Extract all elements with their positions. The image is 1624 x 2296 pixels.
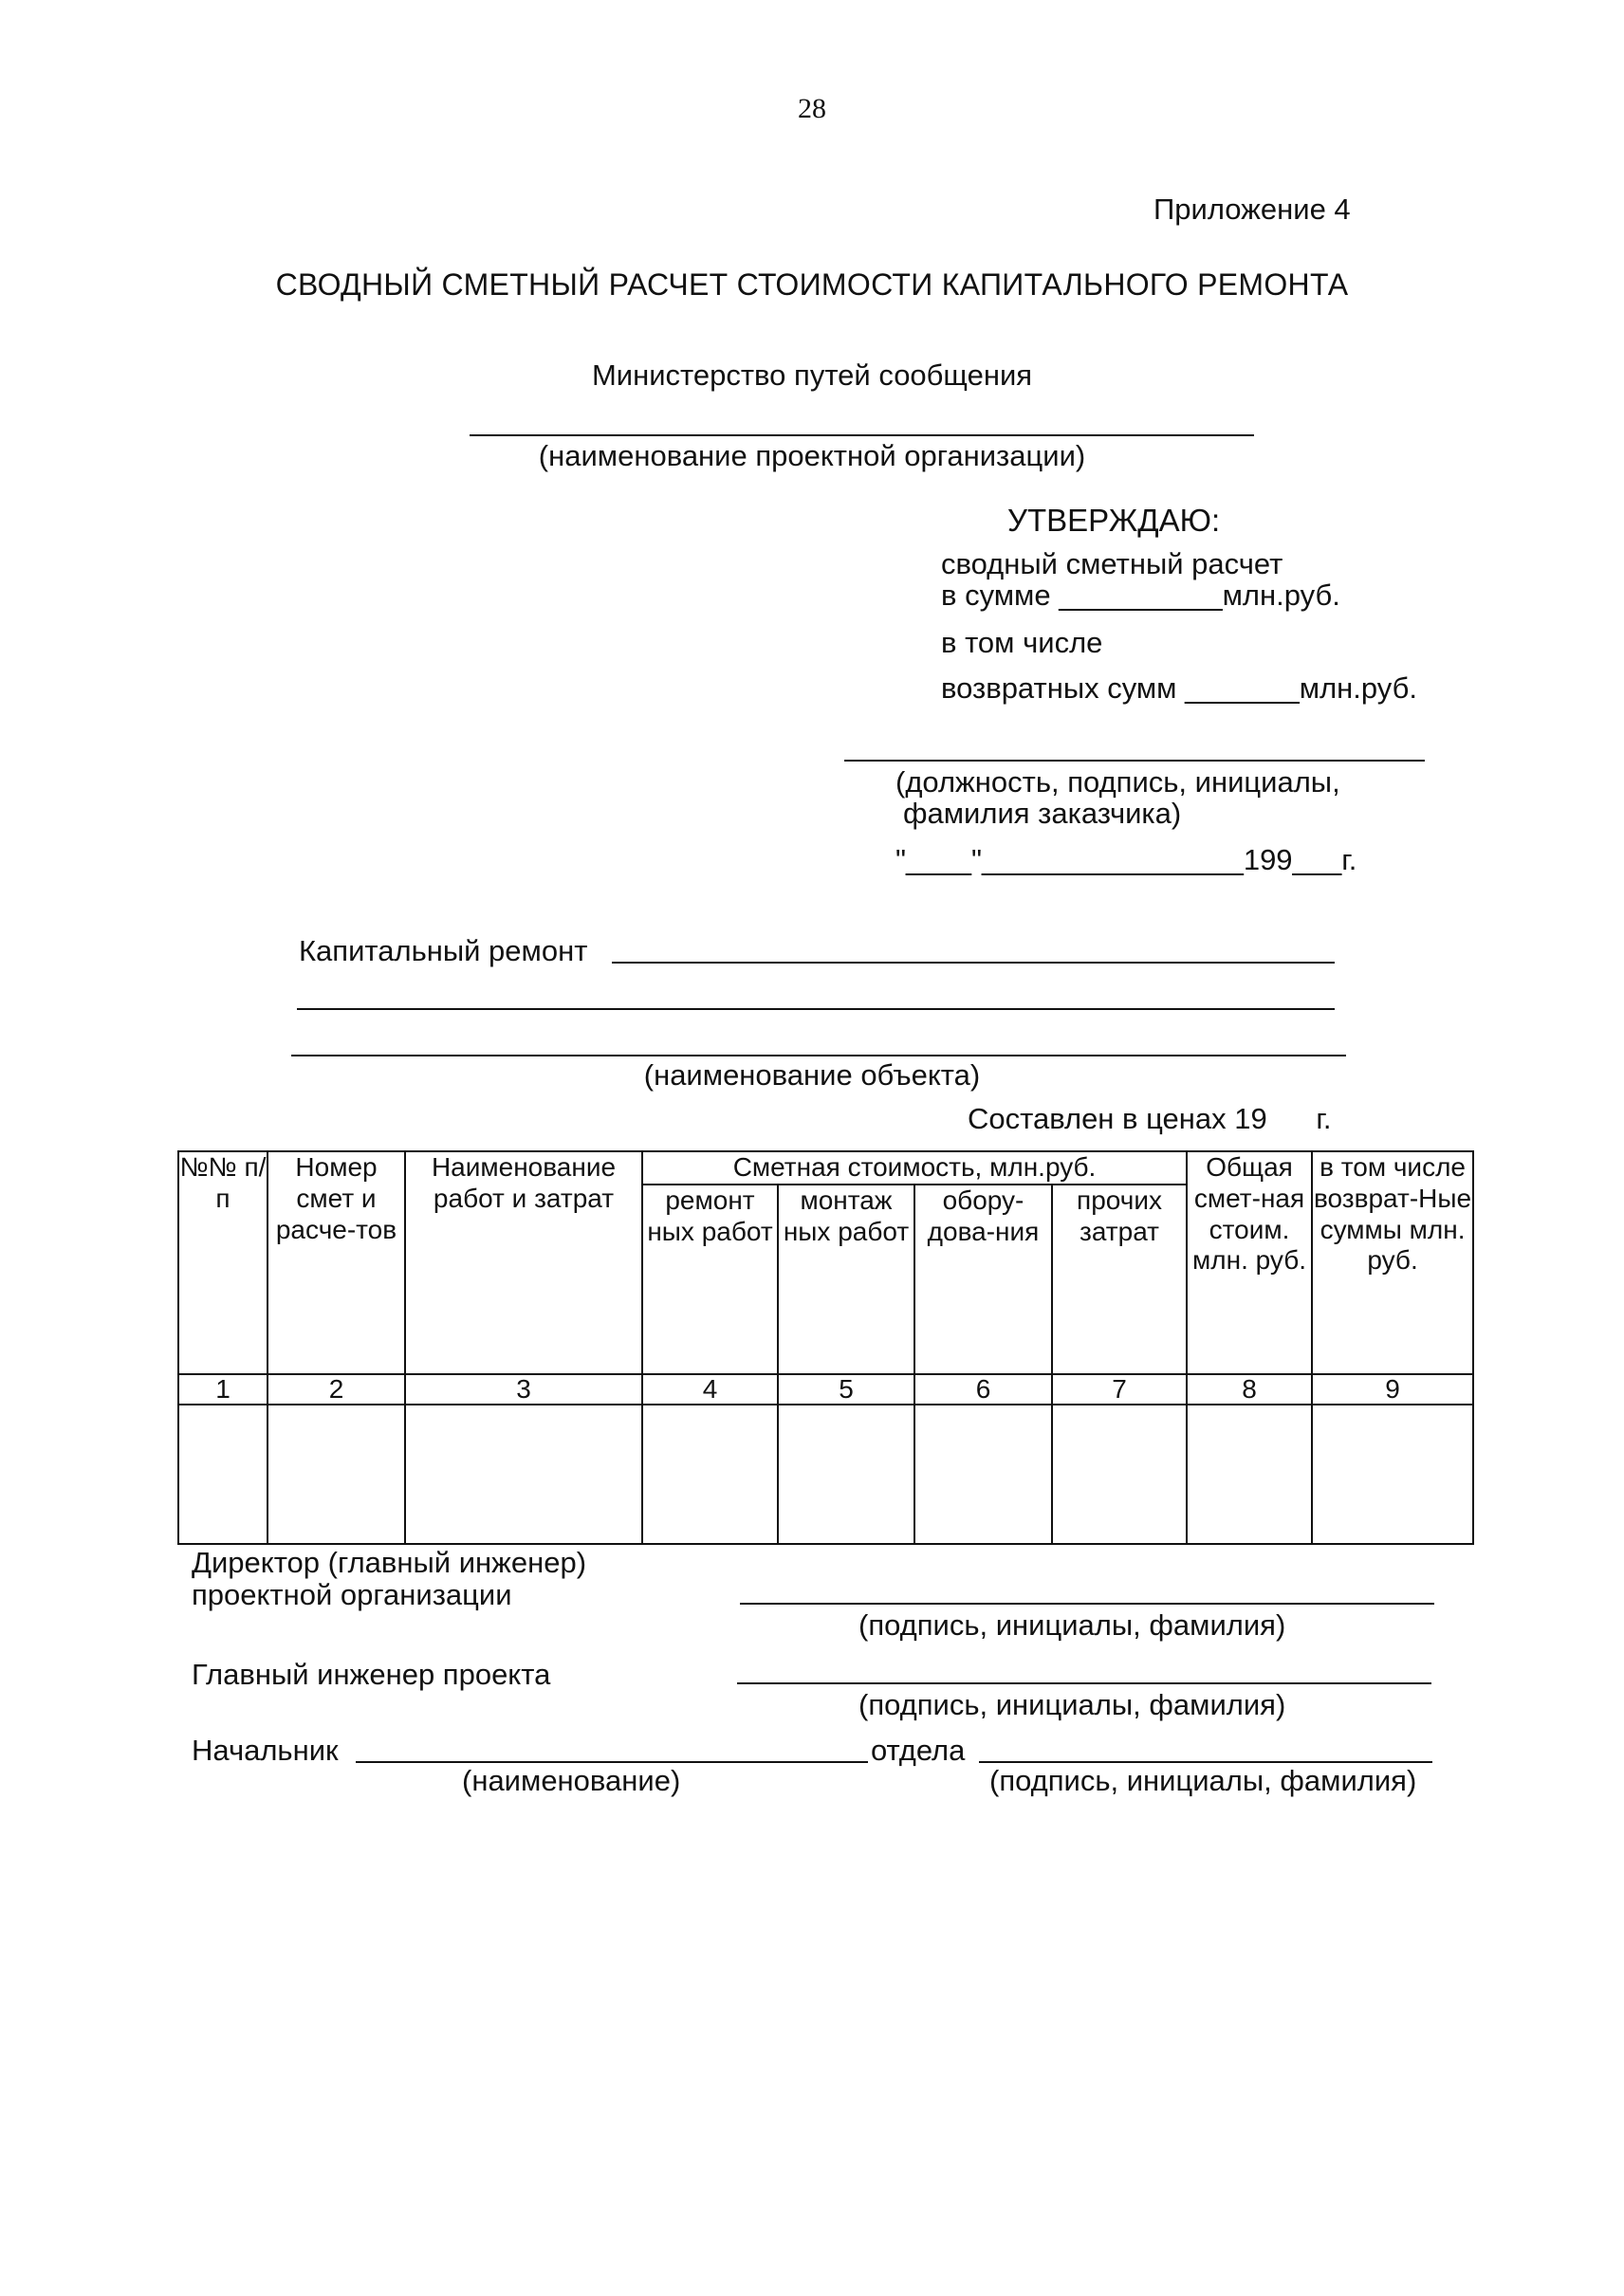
column-number-row (178, 1374, 1473, 1405)
department-head-label: Начальник (192, 1734, 339, 1767)
chief-engineer-signature-line (737, 1682, 1431, 1684)
column-number: 3 (405, 1374, 642, 1405)
approval-line-3: в том числе (941, 626, 1103, 659)
table-cell (1187, 1405, 1312, 1544)
table-cell (405, 1405, 642, 1544)
table-header-row (178, 1151, 1473, 1185)
column-number: 2 (268, 1374, 405, 1405)
price-level-label: Составлен в ценах 19 г. (968, 1102, 1332, 1135)
director-label-line-2: проектной организации (192, 1578, 512, 1611)
page-number: 28 (798, 93, 826, 124)
header-cell-work-name: Наименование работ и затрат (405, 1151, 642, 1374)
object-name-line-1 (612, 962, 1335, 964)
approval-amount-line: в сумме __________млн.руб. (941, 579, 1340, 612)
header-cell-other-costs: прочих затрат (1052, 1185, 1187, 1374)
column-number: 7 (1052, 1374, 1187, 1405)
director-signature-caption: (подпись, инициалы, фамилия) (858, 1608, 1286, 1642)
director-label-line-1: Директор (главный инженер) (192, 1546, 587, 1579)
department-name-caption: (наименование) (462, 1764, 681, 1797)
table-cell (914, 1405, 1052, 1544)
approval-refund-line: возвратных сумм _______млн.руб. (941, 671, 1418, 705)
header-cell-equipment: обору-дова-ния (914, 1185, 1052, 1374)
department-head-signature-caption: (подпись, инициалы, фамилия) (989, 1764, 1417, 1797)
org-name-line (470, 434, 1254, 436)
document-title: СВОДНЫЙ СМЕТНЫЙ РАСЧЕТ СТОИМОСТИ КАПИТАЛЬНОГО РЕМОНТА (275, 267, 1349, 302)
department-name-line (356, 1761, 868, 1763)
object-name-caption: (наименование объекта) (643, 1058, 981, 1092)
column-number: 1 (178, 1374, 268, 1405)
object-label: Капитальный ремонт (299, 934, 588, 967)
column-number: 8 (1187, 1374, 1312, 1405)
table-cell (778, 1405, 914, 1544)
ministry-name: Министерство путей сообщения (591, 358, 1033, 392)
chief-engineer-signature-caption: (подпись, инициалы, фамилия) (858, 1688, 1286, 1721)
object-name-line-2 (297, 1008, 1335, 1010)
org-name-caption: (наименование проектной организации) (538, 439, 1086, 472)
object-name-line-3 (291, 1055, 1346, 1056)
table-cell (178, 1405, 268, 1544)
header-cell-total-cost: Общая смет-ная стоим. млн. руб. (1187, 1151, 1312, 1374)
approval-line-1: сводный сметный расчет (941, 547, 1283, 580)
department-head-signature-line (979, 1761, 1432, 1763)
header-cell-estimated-cost: Сметная стоимость, млн.руб. (642, 1151, 1187, 1185)
customer-signature-line (844, 760, 1425, 762)
chief-engineer-label: Главный инженер проекта (192, 1658, 551, 1691)
table-cell (1312, 1405, 1473, 1544)
column-number: 6 (914, 1374, 1052, 1405)
estimate-table (177, 1150, 1474, 1545)
header-cell-repair-works: ремонт ных работ (642, 1185, 778, 1374)
table-cell (1052, 1405, 1187, 1544)
table-cell (268, 1405, 405, 1544)
table-row (178, 1405, 1473, 1544)
header-cell-refund-amounts: в том числе возврат-Ные суммы млн. руб. (1312, 1151, 1473, 1374)
approval-date-line: "____"________________199___г. (895, 843, 1357, 876)
director-signature-line (740, 1603, 1434, 1605)
approval-heading: УТВЕРЖДАЮ: (1007, 503, 1221, 538)
department-label: отдела (871, 1734, 966, 1767)
customer-signature-caption-1: (должность, подпись, инициалы, (895, 765, 1340, 799)
column-number: 5 (778, 1374, 914, 1405)
header-cell-installation-works: монтаж ных работ (778, 1185, 914, 1374)
customer-signature-caption-2: фамилия заказчика) (903, 797, 1182, 830)
appendix-label: Приложение 4 (1153, 193, 1351, 226)
header-cell-number: №№ п/п (178, 1151, 268, 1374)
header-cell-estimate-number: Номер смет и расче-тов (268, 1151, 405, 1374)
table-cell (642, 1405, 778, 1544)
column-number: 9 (1312, 1374, 1473, 1405)
column-number: 4 (642, 1374, 778, 1405)
